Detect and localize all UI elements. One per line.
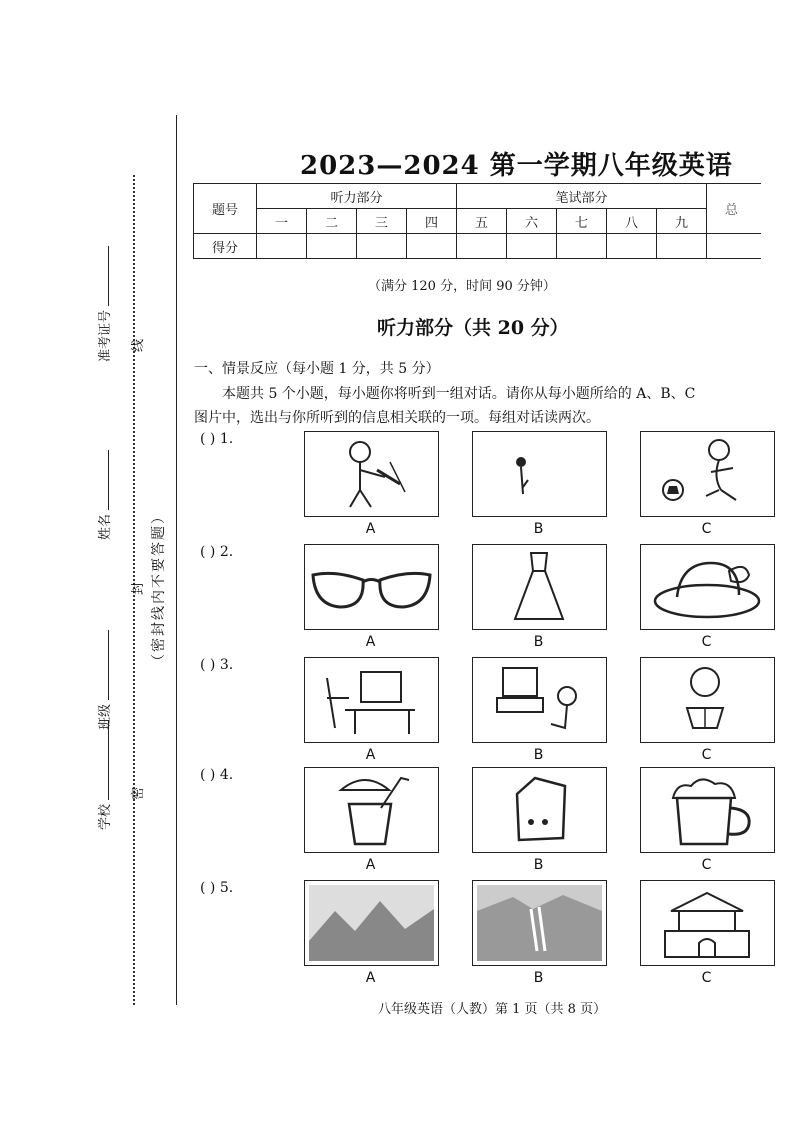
row-label-number: 题号 (194, 184, 257, 234)
score-cell[interactable] (357, 234, 407, 259)
col-7: 七 (557, 209, 607, 234)
score-table (193, 183, 761, 259)
picture-option-2-B (472, 544, 607, 630)
girl-violin-icon (305, 432, 438, 516)
score-cell[interactable] (307, 234, 357, 259)
option-label-B: B (533, 970, 544, 986)
row-label-score: 得分 (194, 234, 257, 259)
waterfall-icon (473, 881, 606, 965)
score-cell[interactable] (707, 234, 762, 259)
dress-icon (473, 545, 606, 629)
boy-reading-icon (641, 658, 774, 742)
option-label-A: A (365, 747, 376, 763)
milk-box-icon (473, 768, 606, 852)
city-gate-icon (641, 881, 774, 965)
option-label-A: A (365, 857, 376, 873)
option-label-C: C (701, 970, 712, 986)
picture-option-4-C (640, 767, 775, 853)
picture-option-2-A (304, 544, 439, 630)
question-number-1[interactable]: ( ) 1. (200, 431, 234, 447)
col-6: 六 (507, 209, 557, 234)
instruction-line-1: 本题共 5 个小题，每小题你将听到一组对话。请你从每小题所给的 A、B、C (222, 386, 696, 402)
computer-desk-icon (305, 658, 438, 742)
score-cell[interactable] (257, 234, 307, 259)
score-cell[interactable] (407, 234, 457, 259)
exam-no-label: 准考证号 (94, 246, 113, 362)
total-col-partial: 总 (707, 184, 762, 234)
col-2: 二 (307, 209, 357, 234)
picture-option-5-C (640, 880, 775, 966)
instruction-line-2: 图片中，选出与你所听到的信息相关联的一项。每组对话读两次。 (194, 410, 600, 426)
col-9: 九 (657, 209, 707, 234)
score-cell[interactable] (557, 234, 607, 259)
picture-option-4-B (472, 767, 607, 853)
option-label-C: C (701, 857, 712, 873)
picture-option-3-B (472, 657, 607, 743)
beer-icon (641, 768, 774, 852)
picture-option-1-C (640, 431, 775, 517)
seal-xian-mark: 线 (131, 338, 146, 352)
boy-football-icon (641, 432, 774, 516)
score-time-note: （满分 120 分，时间 90 分钟） (368, 279, 556, 294)
group-writing: 笔试部分 (457, 184, 707, 209)
score-cell[interactable] (657, 234, 707, 259)
picture-option-2-C (640, 544, 775, 630)
option-label-A: A (365, 634, 376, 650)
picture-option-3-A (304, 657, 439, 743)
picture-option-1-A (304, 431, 439, 517)
score-cell[interactable] (457, 234, 507, 259)
question-number-4[interactable]: ( ) 4. (200, 767, 234, 783)
option-label-B: B (533, 634, 544, 650)
seal-feng-mark: 封 (131, 581, 146, 595)
class-label: 班级 (94, 630, 113, 730)
mountain-landscape-icon (305, 881, 438, 965)
picture-option-5-A (304, 880, 439, 966)
option-label-A: A (365, 521, 376, 537)
option-label-C: C (701, 521, 712, 537)
score-cell[interactable] (607, 234, 657, 259)
option-label-B: B (533, 747, 544, 763)
page-title: 2023—2024 第一学期八年级英语 (300, 151, 733, 181)
part1-heading: 一、情景反应（每小题 1 分，共 5 分） (194, 361, 440, 377)
option-label-A: A (365, 970, 376, 986)
hat-icon (641, 545, 774, 629)
seal-mi-mark: 密 (131, 786, 146, 800)
glasses-icon (305, 545, 438, 629)
juice-icon (305, 768, 438, 852)
section-title: 听力部分（共 20 分） (377, 317, 569, 339)
option-label-B: B (533, 521, 544, 537)
school-label: 学校 (94, 720, 113, 830)
col-8: 八 (607, 209, 657, 234)
picture-option-5-B (472, 880, 607, 966)
page-footer: 八年级英语（人教）第 1 页（共 8 页） (378, 1002, 607, 1017)
option-label-B: B (533, 857, 544, 873)
question-number-5[interactable]: ( ) 5. (200, 880, 234, 896)
picture-option-1-B (472, 431, 607, 517)
picture-option-4-A (304, 767, 439, 853)
name-label: 姓名 (94, 450, 113, 540)
col-3: 三 (357, 209, 407, 234)
option-label-C: C (701, 747, 712, 763)
question-number-2[interactable]: ( ) 2. (200, 544, 234, 560)
score-cell[interactable] (507, 234, 557, 259)
flower-icon (473, 432, 606, 516)
col-4: 四 (407, 209, 457, 234)
option-label-C: C (701, 634, 712, 650)
boy-tv-icon (473, 658, 606, 742)
binding-solid-line (176, 115, 177, 1005)
picture-option-3-C (640, 657, 775, 743)
group-listening: 听力部分 (257, 184, 457, 209)
col-5: 五 (457, 209, 507, 234)
seal-notice: （密封线内不要答题） (151, 508, 167, 668)
question-number-3[interactable]: ( ) 3. (200, 657, 234, 673)
col-1: 一 (257, 209, 307, 234)
